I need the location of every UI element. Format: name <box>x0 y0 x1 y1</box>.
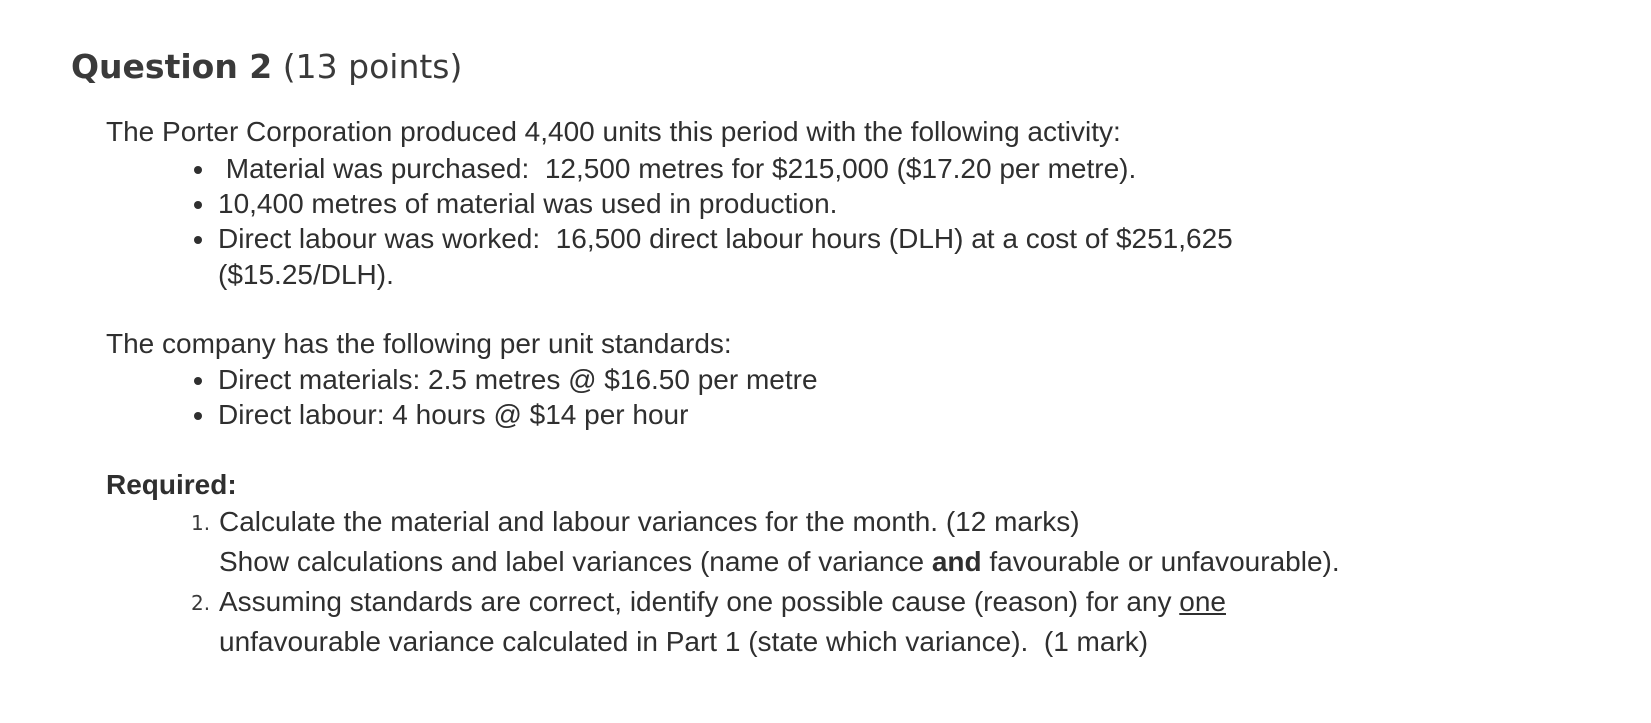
required-item-text-part: favourable or unfavourable). <box>981 546 1340 577</box>
bullet-icon <box>194 412 202 420</box>
required-label: Required: <box>106 469 237 500</box>
question-title: Question 2 <box>71 47 273 86</box>
bullet-icon <box>194 166 202 174</box>
required-item-text-part: Assuming standards are correct, identify one possible cause (reason) for any <box>219 586 1180 617</box>
required-item-text: Calculate the material and labour variances for the month. (12 marks) <box>219 506 1080 537</box>
list-number: 1. <box>191 511 211 535</box>
activity-item-text-continued: ($15.25/DLH). <box>218 259 394 290</box>
question-points: (13 points) <box>282 47 463 86</box>
question-heading <box>71 47 462 87</box>
required-item-emphasis: and <box>931 546 982 577</box>
bullet-icon <box>194 236 202 244</box>
bullet-icon <box>194 377 202 385</box>
list-number: 2. <box>191 591 211 615</box>
activity-item-text: 10,400 metres of material was used in production. <box>218 188 838 219</box>
activity-item-text: Material was purchased: 12,500 metres for $215,000 ($17.20 per metre). <box>218 153 1137 184</box>
required-item-text-part: Show calculations and label variances (name of variance <box>219 546 932 577</box>
required-item-text <box>219 582 1226 622</box>
standards-item-text: Direct materials: 2.5 metres @ $16.50 per metre <box>218 364 818 395</box>
activity-item-text: Direct labour was worked: 16,500 direct labour hours (DLH) at a cost of $251,625 <box>218 223 1233 254</box>
required-item-text-continued <box>219 542 1340 582</box>
standards-item-text: Direct labour: 4 hours @ $14 per hour <box>218 399 689 430</box>
bullet-icon <box>194 201 202 209</box>
required-item-text-continued: unfavourable variance calculated in Part 1 (state which variance). (1 mark) <box>219 626 1149 657</box>
required-item-underline: one <box>1179 586 1226 617</box>
standards-intro-text: The company has the following per unit standards: <box>106 328 732 359</box>
intro-text: The Porter Corporation produced 4,400 units this period with the following activity: <box>106 116 1121 147</box>
